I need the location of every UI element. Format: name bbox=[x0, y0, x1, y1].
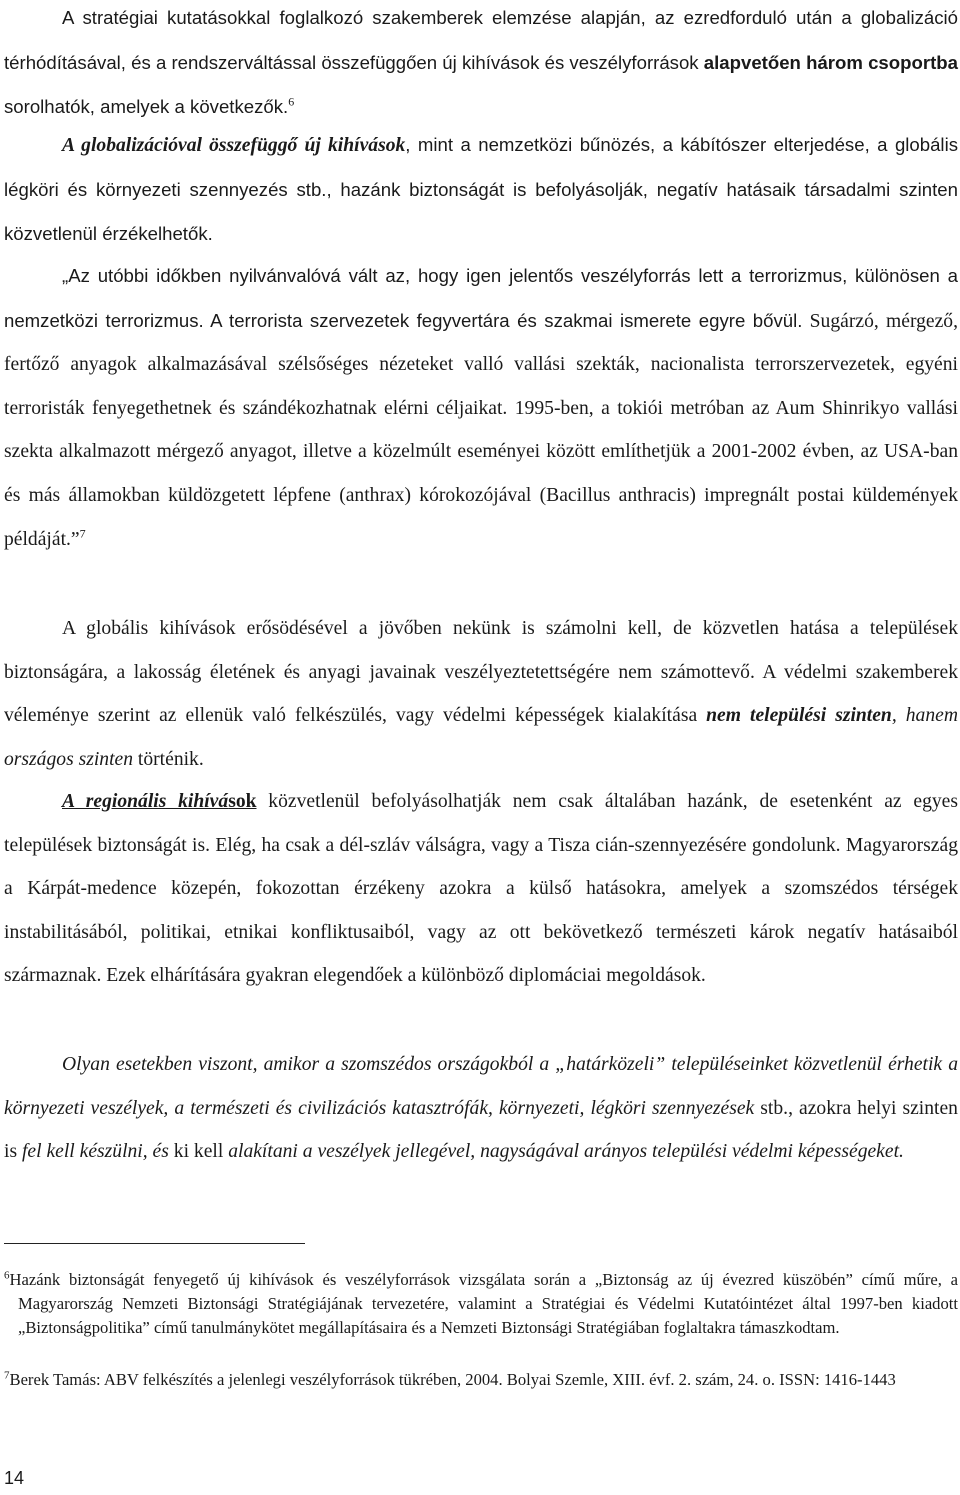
footnote-ref-6[interactable]: 6 bbox=[288, 94, 295, 109]
p6-italic-a: Olyan esetekben viszont, amikor a szomszédos országokból a „határközeli” településeinket közvetlenül érhetik a környezeti veszélyek, a természeti és civilizációs katasztrófák, környezeti, légköri szennyezések bbox=[4, 1054, 958, 1119]
p6-text-a: stb., azokra helyi szinten is bbox=[4, 1097, 958, 1163]
footnote-separator bbox=[4, 1243, 305, 1244]
p6-text-b: ki kell bbox=[168, 1141, 229, 1163]
p5-heading-b: sok bbox=[228, 791, 257, 812]
p3-serif-text: Sugárzó, mérgező, fertőző anyagok alkalmazásával szélsőséges nézeteket valló vallási szekták, nacionalista terrorszervezetek, egyéni terroristák fenyegethetnek és szándékozhatnak elérni céljaikat. 1995-ben, a tokiói metróban az Aum Shinrikyo vallási szekta alkalmazott mérgező anyagot, illetve a közelmúlt eseményei között említhetjük a 2001-2002 évben, az USA-ban és más államokban küldözgetett lépfene (anthrax) kórokozójával (Bacillus anthracis) impregnált postai küldemények példáját.” bbox=[4, 310, 958, 550]
paragraph-5 bbox=[4, 780, 958, 998]
p3-sans-text: „Az utóbbi időkben nyilvánvalóvá vált az, hogy igen jelentős veszélyforrás lett a terrorizmus, különösen a nemzetközi terrorizmus. A terrorista szervezetek fegyvertára és szakmai ismerete egyre bővül. bbox=[4, 265, 958, 331]
p1-bold-text: alapvetően három csoportba bbox=[703, 51, 958, 73]
p4-end: történik. bbox=[133, 748, 204, 770]
p4-bold-italic: nem települési szinten bbox=[706, 705, 892, 727]
p2-emphasis: A globalizációval összefüggő új kihívások bbox=[62, 135, 406, 156]
p6-italic-b: fel kell készülni, és bbox=[21, 1141, 169, 1163]
paragraph-2 bbox=[4, 123, 958, 257]
p4-italic: hanem országos szinten bbox=[4, 705, 958, 770]
paragraph-4 bbox=[4, 607, 958, 781]
paragraph-1 bbox=[4, 0, 958, 130]
footnote-7 bbox=[4, 1368, 958, 1392]
page-number: 14 bbox=[4, 1468, 25, 1488]
footnote-6 bbox=[4, 1268, 958, 1341]
p1-text-b: sorolhatók, amelyek a következők. bbox=[4, 96, 289, 118]
footnote-7-text: Berek Tamás: ABV felkészítés a jelenlegi veszélyforrások tükrében, 2004. Bolyai Szemle, XIII. évf. 2. szám, 24. o. ISSN: 1416-1443 bbox=[9, 1370, 896, 1389]
p1-text-a: A stratégiai kutatásokkal foglalkozó szakemberek elemzése alapján, az ezredforduló után a globalizáció térhódításával, és a rendszerváltással összefüggően új kihívások és veszélyforrások bbox=[4, 7, 958, 73]
p5-heading-a: A regionális kihívá bbox=[62, 791, 229, 812]
footnote-6-number: 6 bbox=[4, 1269, 10, 1282]
paragraph-3-quote bbox=[4, 254, 958, 561]
p6-italic-c: alakítani a veszélyek jellegével, nagyságával arányos települési védelmi képességeket. bbox=[228, 1141, 904, 1163]
footnote-7-number: 7 bbox=[4, 1369, 10, 1382]
p4-comma: , bbox=[891, 705, 906, 727]
p2-text: , mint a nemzetközi bűnözés, a kábítószer elterjedése, a globális légköri és környezeti szennyezés stb., hazánk biztonságát is befolyásolják, negatív hatásaik társadalmi szinten közvetlenül érzékelhetők. bbox=[4, 134, 958, 245]
footnote-6-text: Hazánk biztonságát fenyegető új kihívások és veszélyforrások vizsgálata során a „Biztonság az új évezred küszöbén” című műre, a Magyarország Nemzeti Biztonsági Stratégiájának tervezetére, valamint a Stratégiai és Védelmi Kutatóintézet által 1997-ben kiadott „Biztonságpolitika” című tanulmánykötet megállapításaira és a Nemzeti Biztonsági Stratégiában foglaltakra támaszkodtam. bbox=[9, 1270, 958, 1338]
p5-text: közvetlenül befolyásolhatják nem csak általában hazánk, de esetenként az egyes települések biztonságát is. Elég, ha csak a dél-szláv válságra, vagy a Tisza cián-szennyezésére gondolunk. Magyarország a Kárpát-medence közepén, fokozottan érzékeny azokra a külső hatásokra, amelyek a szomszédos térségek instabilitásából, politikai, etnikai konfliktusaiból, vagy az ott bekövetkező természeti károk negatív hatásaiból származnak. Ezek elhárítására gyakran elegendőek a különböző diplomáciai megoldások. bbox=[4, 791, 958, 987]
p4-text: A globális kihívások erősödésével a jövőben nekünk is számolni kell, de közvetlen hatása a települések biztonságára, a lakosság életének és anyagi javainak veszélyeztetettségére nem számottevő. A védelmi szakemberek véleménye szerint az ellenük való felkészülés, vagy védelmi képességek kialakítása bbox=[4, 618, 958, 727]
footnote-ref-7[interactable]: 7 bbox=[79, 526, 86, 541]
paragraph-6 bbox=[4, 1043, 958, 1174]
